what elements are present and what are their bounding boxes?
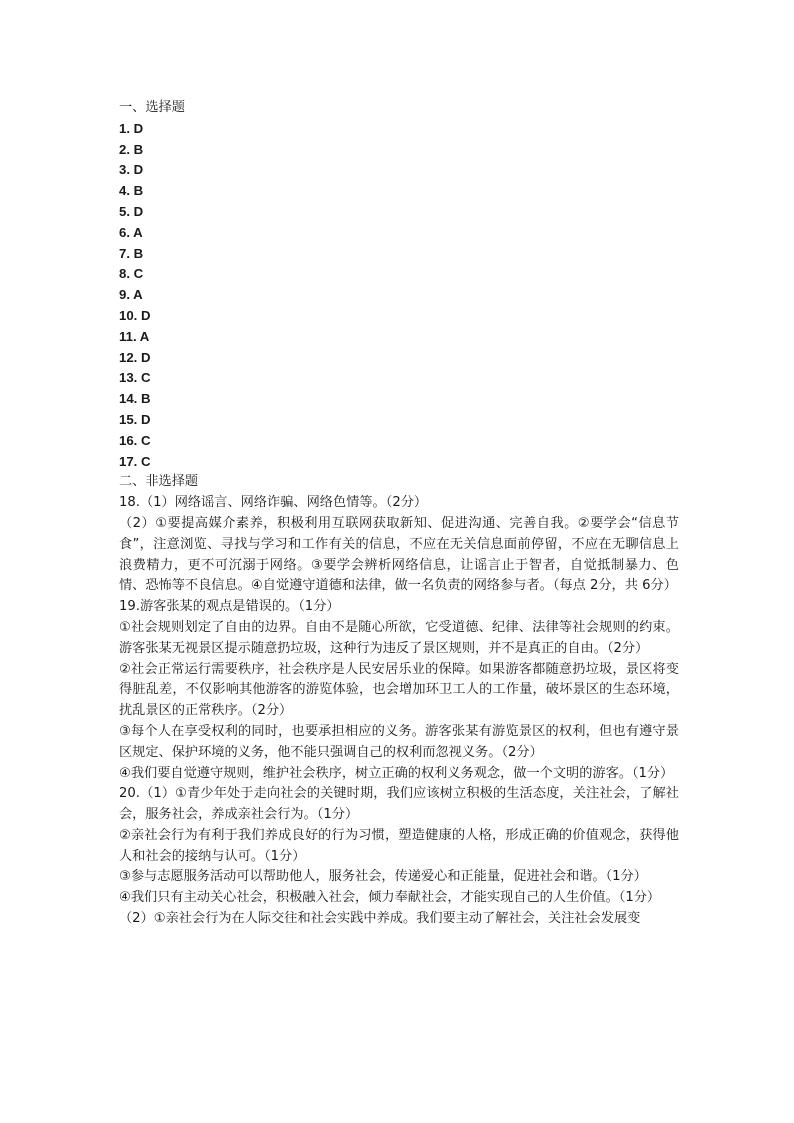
answer-item: 17. C <box>119 453 151 469</box>
answer-paragraph: 19.游客张某的观点是错误的。（1分） <box>119 599 340 615</box>
answer-item: 11. A <box>119 328 150 344</box>
answer-paragraph: ④我们要自觉遵守规则，维护社会秩序，树立正确的权利义务观念，做一个文明的游客。（1分） <box>119 765 674 781</box>
answer-item: 4. B <box>119 183 144 199</box>
non-choice-answers <box>119 493 679 930</box>
answer-paragraph: ③每个人在享受权利的同时，也要承担相应的义务。游客张某有游览景区的权利，但也有遵守景区规定、保护环境的义务，他不能只强调自己的权利而忽视义务。（2分） <box>119 723 679 760</box>
answer-item: 3. D <box>119 162 144 178</box>
answer-item: 12. D <box>119 349 151 365</box>
answer-paragraph: ③参与志愿服务活动可以帮助他人，服务社会，传递爱心和正能量，促进社会和谐。（1分） <box>119 869 647 885</box>
answer-item: 9. A <box>119 287 143 303</box>
answer-paragraph: ④我们只有主动关心社会，积极融入社会，倾力奉献社会，才能实现自己的人生价值。（1分） <box>119 890 661 906</box>
answer-paragraph: 20.（1）①青少年处于走向社会的关键时期，我们应该树立积极的生活态度，关注社会，了解社会，服务社会，养成亲社会行为。（1分） <box>119 786 679 823</box>
answer-paragraph: 18.（1）网络谣言、网络诈骗、网络色情等。（2分） <box>119 495 428 511</box>
section-title-multiple-choice: 一、选择题 <box>119 100 185 115</box>
answer-paragraph: ②社会正常运行需要秩序，社会秩序是人民安居乐业的保障。如果游客都随意扔垃圾，景区将变得脏乱差，不仅影响其他游客的游览体验，也会增加环卫工人的工作量，破坏景区的生态环境，扰乱景区的正常秩序。（2分） <box>119 661 679 719</box>
answer-item: 6. A <box>119 224 143 240</box>
section-title-non-choice: 二、非选择题 <box>119 474 199 490</box>
answer-item: 16. C <box>119 432 151 448</box>
answer-paragraph: （2）①亲社会行为在人际交往和社会实践中养成。我们要主动了解社会，关注社会发展变 <box>119 911 641 927</box>
answer-item: 7. B <box>119 245 144 261</box>
answer-paragraph: ②亲社会行为有利于我们养成良好的行为习惯，塑造健康的人格，形成正确的价值观念，获得他人和社会的接纳与认可。（1分） <box>119 827 679 864</box>
answer-paragraph: （2）①要提高媒介素养，积极利用互联网获取新知、促进沟通、完善自我。②要学会“信息节食”，注意浏览、寻找与学习和工作有关的信息，不应在无关信息面前停留，不应在无聊信息上浪费精力，更不可沉溺于网络。③要学会辨析网络信息，让谣言止于智者，自觉抵制暴力、色情、恐怖等不良信息。④自觉遵守道德和法律，做一名负责的网络参与者。（每点 2分，共 6分） <box>119 515 679 594</box>
answer-item: 2. B <box>119 141 144 157</box>
answer-item: 15. D <box>119 411 151 427</box>
multiple-choice-answers <box>119 119 679 473</box>
answer-item: 14. B <box>119 391 151 407</box>
answer-item: 10. D <box>119 307 151 323</box>
answer-item: 5. D <box>119 203 144 219</box>
answer-item: 8. C <box>119 266 144 282</box>
answer-paragraph: ①社会规则划定了自由的边界。自由不是随心所欲，它受道德、纪律、法律等社会规则的约束。游客张某无视景区提示随意扔垃圾，这种行为违反了景区规则，并不是真正的自由。（2分） <box>119 619 679 656</box>
answer-sheet <box>119 98 679 930</box>
answer-item: 13. C <box>119 370 151 386</box>
answer-item: 1. D <box>119 120 144 136</box>
